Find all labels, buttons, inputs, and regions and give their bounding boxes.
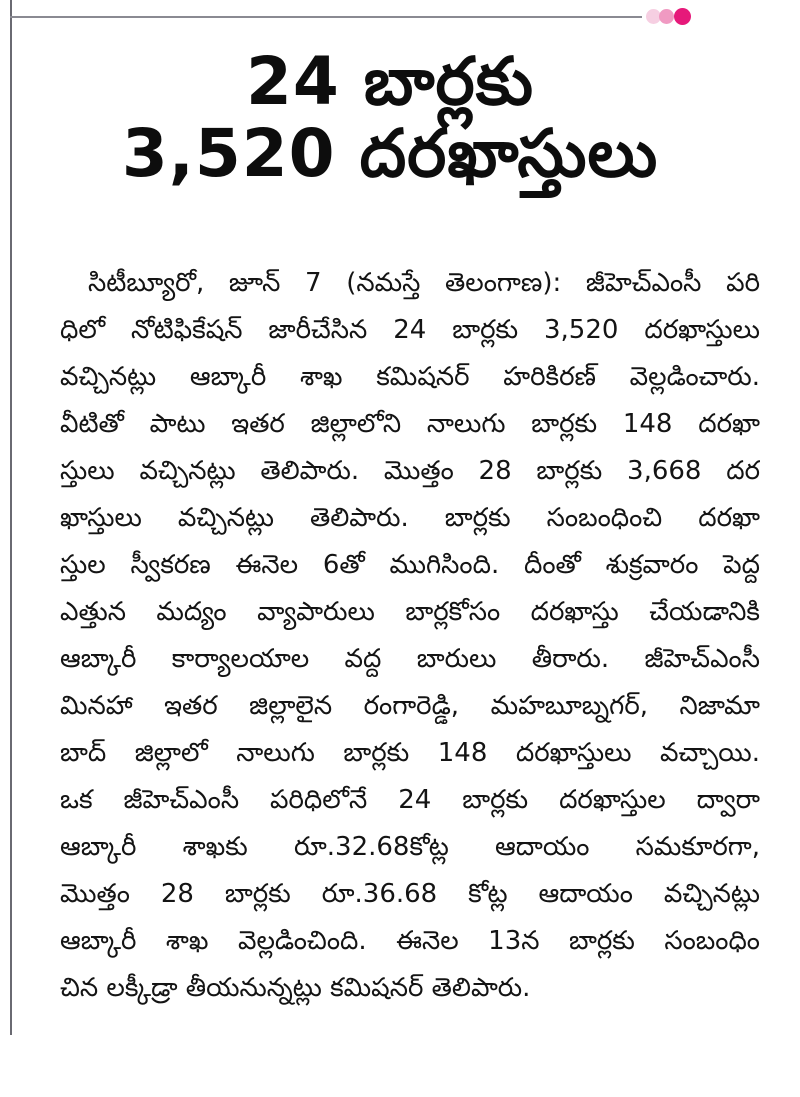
article-line: ధిలో నోటిఫికేషన్ జారీచేసిన 24 బార్లకు 3,520 దరఖాస్తులు [60, 315, 760, 345]
headline [40, 43, 740, 192]
article-line: మొత్తం 28 బార్లకు రూ.36.68 కోట్ల ఆదాయం వచ్చినట్లు [60, 879, 760, 909]
article-body [60, 260, 760, 1012]
article-line: వీటితో పాటు ఇతర జిల్లాలోని నాలుగు బార్లకు 148 దరఖా [60, 409, 760, 439]
article-line: సిటీబ్యూరో, జూన్ 7 (నమస్తే తెలంగాణ): జీహెచ్ఎంసీ పరి [88, 268, 760, 298]
article-line: బాద్ జిల్లాలో నాలుగు బార్లకు 148 దరఖాస్తులు వచ్చాయి. [60, 738, 760, 768]
article-line: ఆబ్కారీ శాఖకు రూ.32.68కోట్ల ఆదాయం సమకూరగా, [60, 832, 760, 862]
article-line: స్తుల స్వీకరణ ఈనెల 6తో ముగిసింది. దీంతో శుక్రవారం పెద్ద [60, 550, 760, 580]
magenta-dot [674, 8, 691, 25]
pink-dot [659, 9, 674, 24]
article-line: వచ్చినట్లు ఆబ్కారీ శాఖ కమిషనర్ హరికిరణ్ వెల్లడించారు. [60, 362, 760, 392]
article-line: ఎత్తున మద్యం వ్యాపారులు బార్లకోసం దరఖాస్తు చేయడానికి [60, 597, 760, 627]
article-line: స్తులు వచ్చినట్లు తెలిపారు. మొత్తం 28 బార్లకు 3,668 దర [60, 456, 760, 486]
headline-line-1: 24 బార్లకు [245, 43, 534, 120]
article-line: ఆబ్కారీ కార్యాలయాల వద్ద బారులు తీరారు. జీహెచ్ఎంసీ [60, 644, 760, 674]
left-column-rule [10, 0, 12, 1035]
article-line: ఒక జీహెచ్ఎంసీ పరిధిలోనే 24 బార్లకు దరఖాస్తుల ద్వారా [60, 785, 760, 815]
article-line: ఆబ్కారీ శాఖ వెల్లడించింది. ఈనెల 13న బార్లకు సంబంధిం [60, 926, 760, 956]
article-line: ఖాస్తులు వచ్చినట్లు తెలిపారు. బార్లకు సంబంధించి దరఖా [60, 503, 760, 533]
decorative-dots [646, 8, 706, 28]
article-line: మినహా ఇతర జిల్లాలైన రంగారెడ్డి, మహబూబ్నగర్, నిజామా [60, 691, 760, 721]
headline-line-2: 3,520 దరఖాస్తులు [121, 115, 659, 192]
article-line: చిన లక్కీడ్రా తీయనున్నట్లు కమిషనర్ తెలిపారు. [60, 973, 531, 1003]
top-divider-rule [10, 16, 642, 18]
